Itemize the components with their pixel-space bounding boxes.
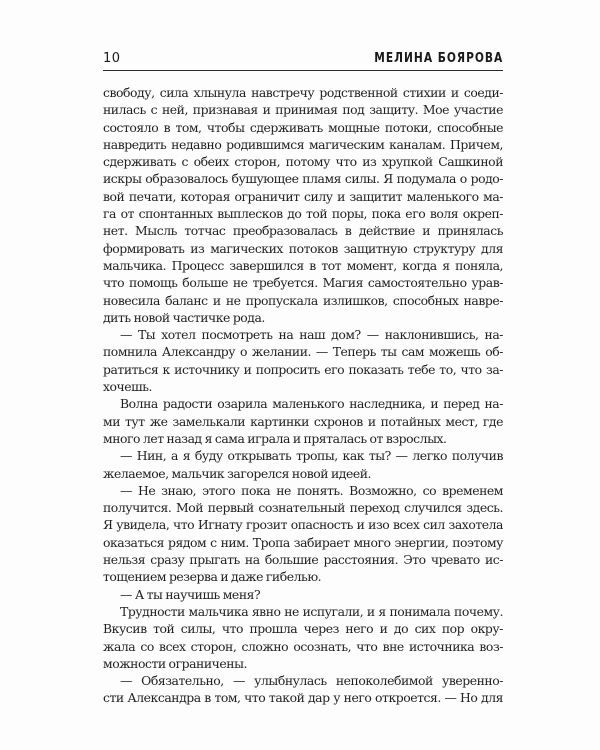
text-line: — Нин, а я буду открывать тропы, как ты? — легко получив <box>120 448 503 464</box>
text-line: помнила Александру о желании. — Теперь ты сам можешь об- <box>103 344 503 360</box>
text-line: новесила баланс и не пропускала излишков, способных навре- <box>103 292 503 308</box>
text-line: — Не знаю, этого пока не понять. Возможно, со временем <box>120 482 503 498</box>
text-line: Вкусив той силы, что прошла через него и до сих пор окру- <box>103 621 503 637</box>
paragraph <box>103 447 503 482</box>
text-line: мальчика. Процесс завершился в тот момент, когда я поняла, <box>103 257 503 273</box>
text-line: навредить недавно родившимся магическим каналам. Причем, <box>103 136 503 152</box>
text-line: нилась с ней, признавая и принимая под защиту. Мое участие <box>103 102 503 118</box>
text-line: Я увидела, что Игнату грозит опасность и изо всех сил захотела <box>103 517 503 533</box>
text-line: хочешь. <box>103 379 153 395</box>
text-line: га от спонтанных выплесков до той поры, пока его воля окреп- <box>103 206 503 222</box>
text-line: сти Александра в том, что такой дар у него откроется. — Но для <box>103 690 503 706</box>
paragraph <box>103 672 503 707</box>
text-line: вой печати, которая ограничит силу и защитит маленького ма- <box>103 188 503 204</box>
text-line: оказаться рядом с ним. Тропа забирает много энергии, поэтому <box>103 534 503 550</box>
paragraph <box>103 326 503 395</box>
paragraph <box>103 603 503 672</box>
text-line: что помощь больше не требуется. Магия самостоятельно урав- <box>103 275 503 291</box>
author-name: МЕЛИНА БОЯРОВА <box>374 51 503 66</box>
text-line: ми тут же замелькали картинки схронов и потайных мест, где <box>103 413 503 429</box>
text-line: свободу, сила хлынула навстречу родственной стихии и соеди- <box>103 85 503 100</box>
paragraph <box>103 395 503 447</box>
text-line: нельзя сразу прыгать на большие расстояния. Это чревато ис- <box>103 552 503 568</box>
running-head <box>103 46 503 66</box>
text-line: Трудности мальчика явно не испугали, и я понимала почему. <box>120 603 503 619</box>
text-line: состояло в том, чтобы сдерживать мощные потоки, способные <box>103 119 503 135</box>
text-line: тощением резерва и даже гибелью. <box>103 569 322 585</box>
header-rule <box>103 70 503 71</box>
text-line: — А ты научишь меня? <box>120 586 261 602</box>
page-number: 10 <box>103 51 121 66</box>
text-line: Волна радости озарила маленького наследника, и перед на- <box>120 396 503 412</box>
text-line: можности ограничены. <box>103 655 247 671</box>
text-line: формировать из магических потоков защитную структуру для <box>103 240 503 256</box>
text-line: — Ты хотел посмотреть на наш дом? — наклонившись, на- <box>120 327 503 343</box>
text-line: много лет назад я сама играла и пряталась от взрослых. <box>103 430 447 446</box>
body-text <box>103 84 503 707</box>
text-line: жала со всех сторон, сложно осознать, что вне источника воз- <box>103 638 503 654</box>
text-line: нет. Мысль тотчас преобразовалась в действие и принялась <box>103 223 503 239</box>
paragraph <box>103 482 503 586</box>
text-line: сдерживать с обеих сторон, потому что из хрупкой Сашкиной <box>103 154 503 170</box>
text-line: получится. Мой первый сознательный переход случился здесь. <box>103 500 503 516</box>
paragraph <box>103 586 503 603</box>
text-line: дить новой частичке рода. <box>103 309 265 325</box>
text-line: желаемое, мальчик загорелся новой идеей. <box>103 465 372 481</box>
text-line: ратиться к источнику и попросить его показать тебе то, что за- <box>103 361 503 377</box>
text-line: искры образовалось бушующее пламя силы. Я подумала о родо- <box>103 171 503 187</box>
text-line: — Обязательно, — улыбнулась непоколебимой уверенно- <box>120 673 503 689</box>
paragraph <box>103 84 503 326</box>
